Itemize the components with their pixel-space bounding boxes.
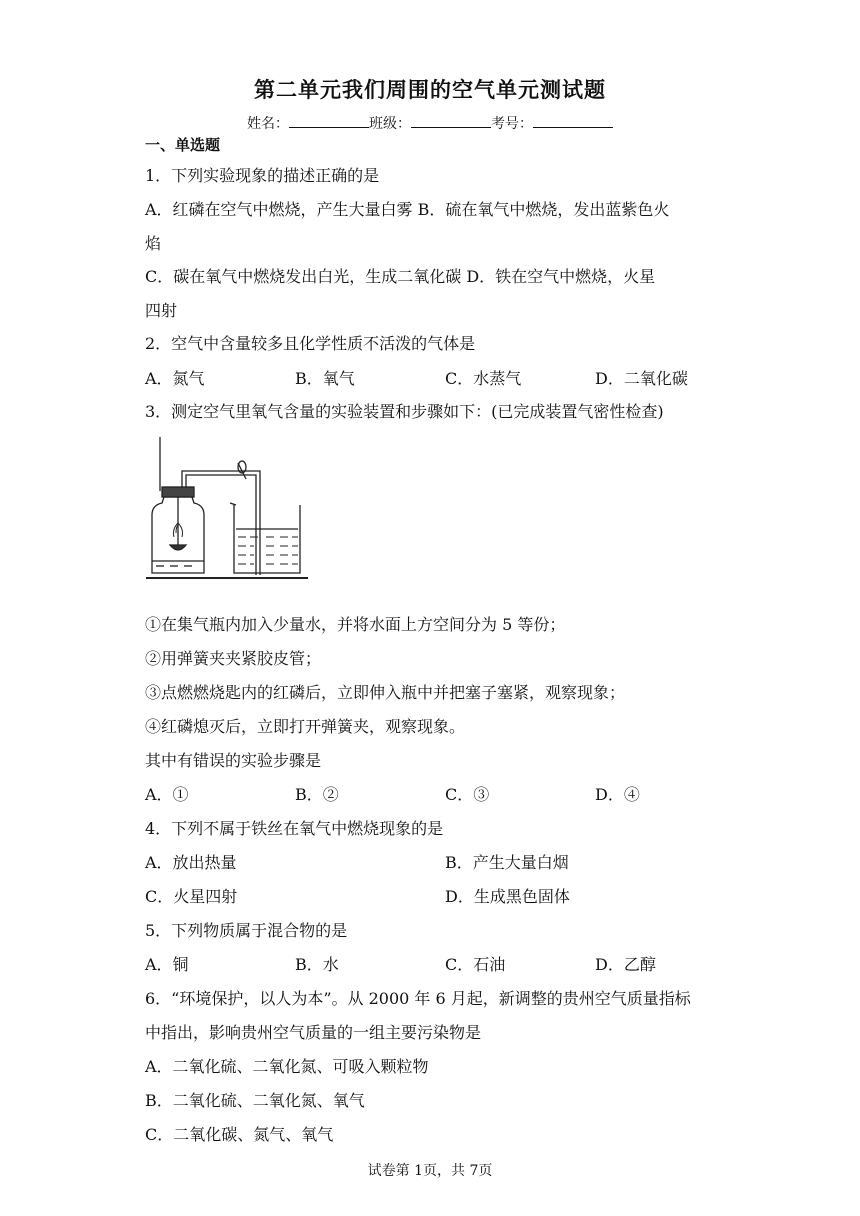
question-1-options-ab-wrap: 焰 bbox=[145, 234, 162, 253]
exam-no-blank[interactable] bbox=[533, 115, 613, 128]
question-3-step-1: ①在集气瓶内加入少量水，并将水面上方空间分为 5 等份； bbox=[145, 615, 566, 634]
name-label: 姓名： bbox=[247, 116, 289, 132]
class-label: 班级： bbox=[369, 116, 411, 132]
question-3-ask: 其中有错误的实验步骤是 bbox=[145, 751, 322, 770]
question-3-step-4: ④红磷熄灭后，立即打开弹簧夹，观察现象。 bbox=[145, 717, 466, 736]
question-6-stem: 6．“环境保护，以人为本”。从 2000 年 6 月起，新调整的贵州空气质量指标 bbox=[145, 989, 691, 1008]
question-4-option-b: B．产生大量白烟 bbox=[445, 853, 569, 872]
question-4-option-d: D．生成黑色固体 bbox=[445, 887, 570, 906]
question-5-option-c: C．石油 bbox=[445, 955, 506, 974]
question-3-option-b: B．② bbox=[295, 785, 339, 804]
page-footer: 试卷第 1页，共 7页 bbox=[367, 1163, 493, 1179]
question-1-stem: 1．下列实验现象的描述正确的是 bbox=[145, 166, 380, 185]
question-3-option-d: D．④ bbox=[595, 785, 640, 804]
question-3-step-2: ②用弹簧夹夹紧胶皮管； bbox=[145, 649, 322, 668]
apparatus-diagram bbox=[142, 433, 312, 585]
page-title: 第二单元我们周围的空气单元测试题 bbox=[254, 78, 606, 102]
question-4-stem: 4．下列不属于铁丝在氧气中燃烧现象的是 bbox=[145, 819, 444, 838]
question-3-stem: 3．测定空气里氧气含量的实验装置和步骤如下：(已完成装置气密性检查) bbox=[145, 402, 664, 421]
question-2-option-c: C．水蒸气 bbox=[445, 369, 522, 388]
question-4-option-c: C．火星四射 bbox=[145, 887, 238, 906]
question-3-option-a: A．① bbox=[145, 785, 189, 804]
question-2-option-d: D．二氧化碳 bbox=[595, 369, 688, 388]
question-6-stem-wrap: 中指出，影响贵州空气质量的一组主要污染物是 bbox=[145, 1023, 482, 1042]
question-5-option-b: B．水 bbox=[295, 955, 339, 974]
student-info-line bbox=[0, 113, 860, 133]
question-2-option-a: A．氮气 bbox=[145, 369, 205, 388]
question-6-option-c: C．二氧化碳、氮气、氧气 bbox=[145, 1125, 334, 1144]
question-5-option-d: D．乙醇 bbox=[595, 955, 656, 974]
question-3-option-c: C．③ bbox=[445, 785, 490, 804]
section-heading: 一、单选题 bbox=[145, 136, 221, 154]
question-1-options-cd-wrap: 四射 bbox=[145, 301, 178, 320]
question-1-options-ab: A．红磷在空气中燃烧，产生大量白雾 B．硫在氧气中燃烧，发出蓝紫色火 bbox=[145, 200, 670, 219]
question-5-option-a: A．铜 bbox=[145, 955, 189, 974]
question-5-stem: 5．下列物质属于混合物的是 bbox=[145, 921, 348, 940]
question-3-step-3: ③点燃燃烧匙内的红磷后，立即伸入瓶中并把塞子塞紧，观察现象； bbox=[145, 683, 626, 702]
class-blank[interactable] bbox=[411, 115, 491, 128]
question-6-option-b: B．二氧化硫、二氧化氮、氧气 bbox=[145, 1091, 365, 1110]
question-2-stem: 2．空气中含量较多且化学性质不活泼的气体是 bbox=[145, 334, 476, 353]
question-1-options-cd: C．碳在氧气中燃烧发出白光，生成二氧化碳 D．铁在空气中燃烧，火星 bbox=[145, 267, 656, 286]
name-blank[interactable] bbox=[289, 115, 369, 128]
exam-no-label: 考号： bbox=[491, 116, 533, 132]
question-4-option-a: A．放出热量 bbox=[145, 853, 237, 872]
question-6-option-a: A．二氧化硫、二氧化氮、可吸入颗粒物 bbox=[145, 1057, 429, 1076]
question-2-option-b: B．氧气 bbox=[295, 369, 355, 388]
